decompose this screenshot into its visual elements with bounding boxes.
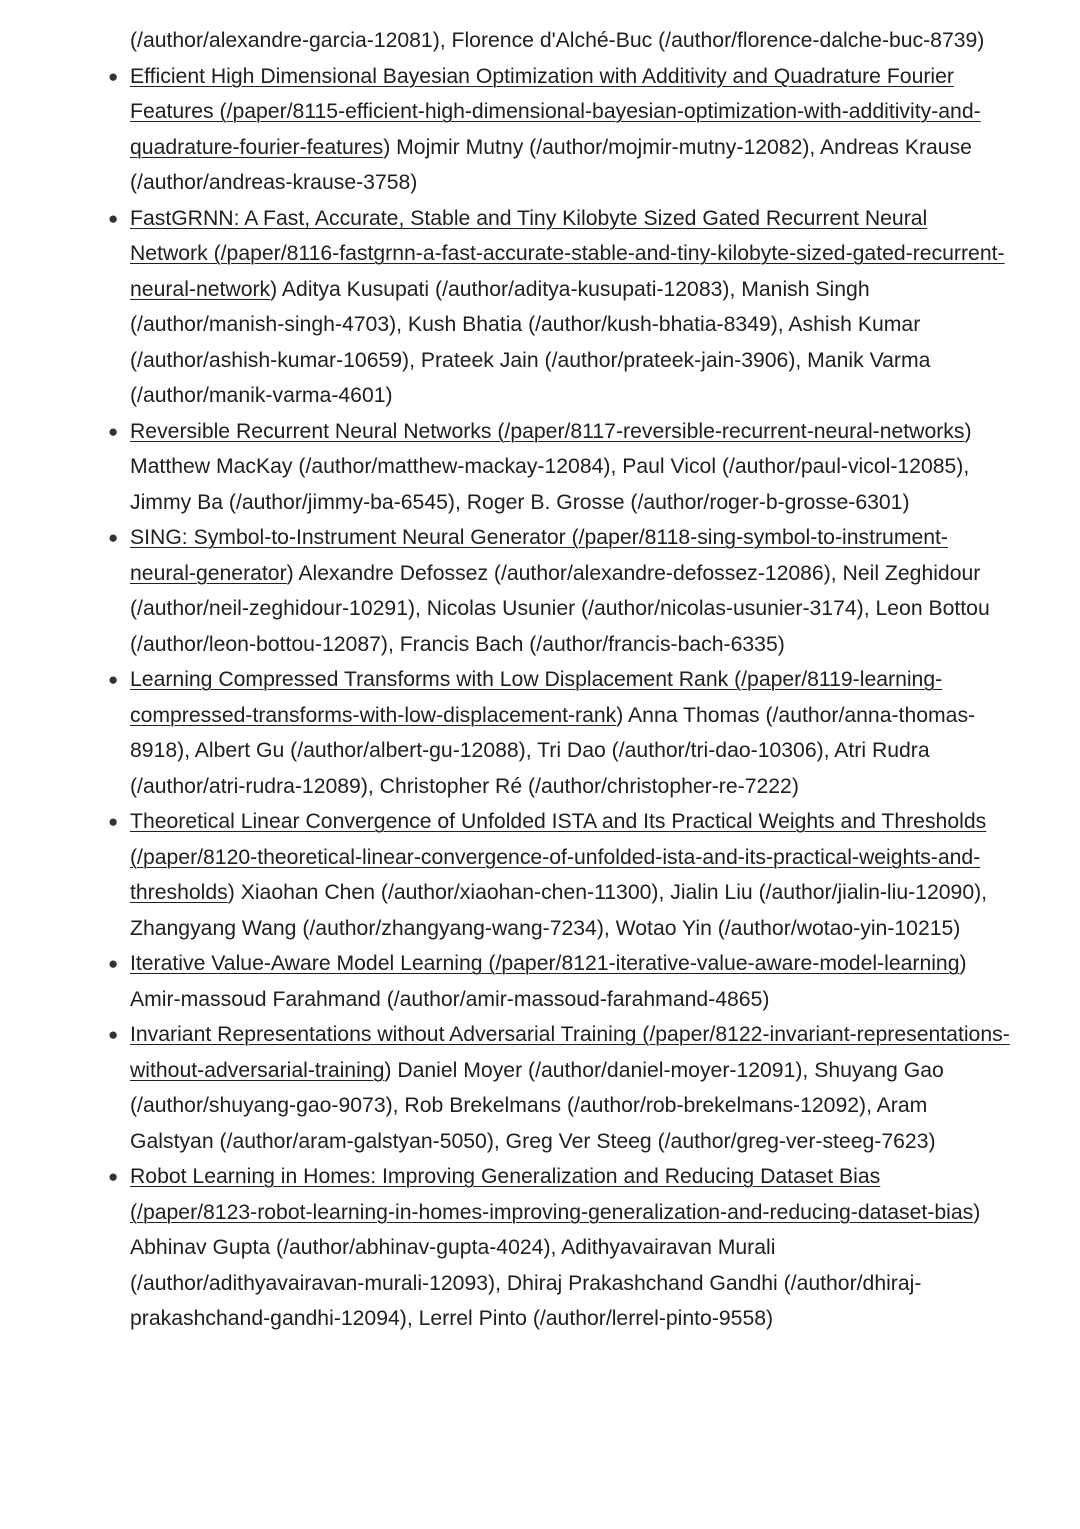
paper-authors: ) Aditya Kusupati (/author/aditya-kusupati-12083), Manish Singh (/author/manish-singh-4703), Kush Bhatia (/author/kush-bhatia-8349), Ashish Kumar (/author/ashish-kumar-10659), Prateek Jain (/author/prateek-jain-3906), Manik Varma (/author/manik-varma-4601) xyxy=(130,277,931,407)
paper-authors: ) Anna Thomas (/author/anna-thomas-8918), Albert Gu (/author/albert-gu-12088), Tri Dao (/author/tri-dao-10306), Atri Rudra (/author/atri-rudra-12089), Christopher Ré (/author/christopher-re-7222) xyxy=(130,703,976,798)
paper-authors: ) Amir-massoud Farahmand (/author/amir-massoud-farahmand-4865) xyxy=(130,952,967,1011)
list-item xyxy=(108,59,1010,201)
paper-authors: ) Mojmir Mutny (/author/mojmir-mutny-12082), Andreas Krause (/author/andreas-krause-3758) xyxy=(130,135,972,194)
bullet-icon: ● xyxy=(108,528,119,547)
paper-link[interactable]: Theoretical Linear Convergence of Unfolded ISTA and Its Practical Weights and Thresholds (/paper/8120-theoretical-linear-convergence-of-unfolded-ista-and-its-practical-weights-and-thresholds xyxy=(130,810,987,904)
list-item xyxy=(108,804,1010,946)
bullet-icon: ● xyxy=(108,1167,119,1186)
paper-link[interactable]: Invariant Representations without Adversarial Training (/paper/8122-invariant-representations-without-adversarial-training xyxy=(130,1023,1010,1082)
list-item xyxy=(108,414,1010,521)
paper-link[interactable]: Reversible Recurrent Neural Networks (/paper/8117-reversible-recurrent-neural-networks xyxy=(130,419,965,443)
list-item xyxy=(108,1017,1010,1159)
paper-list xyxy=(108,59,1010,1337)
bullet-icon: ● xyxy=(108,670,119,689)
list-item xyxy=(108,201,1010,414)
paper-authors: ) Daniel Moyer (/author/daniel-moyer-12091), Shuyang Gao (/author/shuyang-gao-9073), Rob Brekelmans (/author/rob-brekelmans-12092), Aram Galstyan (/author/aram-galstyan-5050), Greg Ver Steeg (/author/greg-ver-steeg-7623) xyxy=(130,1058,944,1153)
paper-link[interactable]: Iterative Value-Aware Model Learning (/paper/8121-iterative-value-aware-model-learning xyxy=(130,952,960,975)
paper-link[interactable]: FastGRNN: A Fast, Accurate, Stable and Tiny Kilobyte Sized Gated Recurrent Neural Network (/paper/8116-fastgrnn-a-fast-accurate-stable-and-tiny-kilobyte-sized-gated-recurrent-neural-network xyxy=(130,206,1005,301)
paper-authors: ) Matthew MacKay (/author/matthew-mackay-12084), Paul Vicol (/author/paul-vicol-12085), Jimmy Ba (/author/jimmy-ba-6545), Roger B. Grosse (/author/roger-b-grosse-6301) xyxy=(130,419,972,514)
paper-link[interactable]: Robot Learning in Homes: Improving Generalization and Reducing Dataset Bias (/paper/8123-robot-learning-in-homes-improving-generalization-and-reducing-dataset-bias xyxy=(130,1165,974,1224)
paper-link[interactable]: SING: Symbol-to-Instrument Neural Generator (/paper/8118-sing-symbol-to-instrument-neural-generator xyxy=(130,526,948,585)
bullet-icon: ● xyxy=(108,812,119,831)
bullet-icon: ● xyxy=(108,421,119,441)
list-item xyxy=(108,946,1010,1017)
continued-author-list: (/author/alexandre-garcia-12081), Florence d'Alché-Buc (/author/florence-dalche-buc-8739) xyxy=(130,29,985,52)
list-item xyxy=(108,1159,1010,1337)
bullet-icon: ● xyxy=(108,954,119,973)
paper-authors: ) Xiaohan Chen (/author/xiaohan-chen-11300), Jialin Liu (/author/jialin-liu-12090), Zhangyang Wang (/author/zhangyang-wang-7234), Wotao Yin (/author/wotao-yin-10215) xyxy=(130,881,988,940)
bullet-icon: ● xyxy=(108,208,119,228)
paper-authors: ) Abhinav Gupta (/author/abhinav-gupta-4024), Adithyavairavan Murali (/author/adithyavairavan-murali-12093), Dhiraj Prakashchand Gandhi (/author/dhiraj-prakashchand-gandhi-12094), Lerrel Pinto (/author/lerrel-pinto-9558) xyxy=(130,1200,981,1330)
paper-authors: ) Alexandre Defossez (/author/alexandre-defossez-12086), Neil Zeghidour (/author/neil-zeghidour-10291), Nicolas Usunier (/author/nicolas-usunier-3174), Leon Bottou (/author/leon-bottou-12087), Francis Bach (/author/francis-bach-6335) xyxy=(130,561,990,656)
paper-link[interactable]: Efficient High Dimensional Bayesian Optimization with Additivity and Quadrature Fourier Features (/paper/8115-efficient-high-dimensional-bayesian-optimization-with-additivity-and-quadrature-fourier-features xyxy=(130,64,981,159)
bullet-icon: ● xyxy=(108,66,119,86)
bullet-icon: ● xyxy=(108,1025,119,1044)
list-item xyxy=(108,520,1010,662)
list-item xyxy=(108,662,1010,804)
paper-link[interactable]: Learning Compressed Transforms with Low Displacement Rank (/paper/8119-learning-compressed-transforms-with-low-displacement-rank xyxy=(130,668,943,727)
